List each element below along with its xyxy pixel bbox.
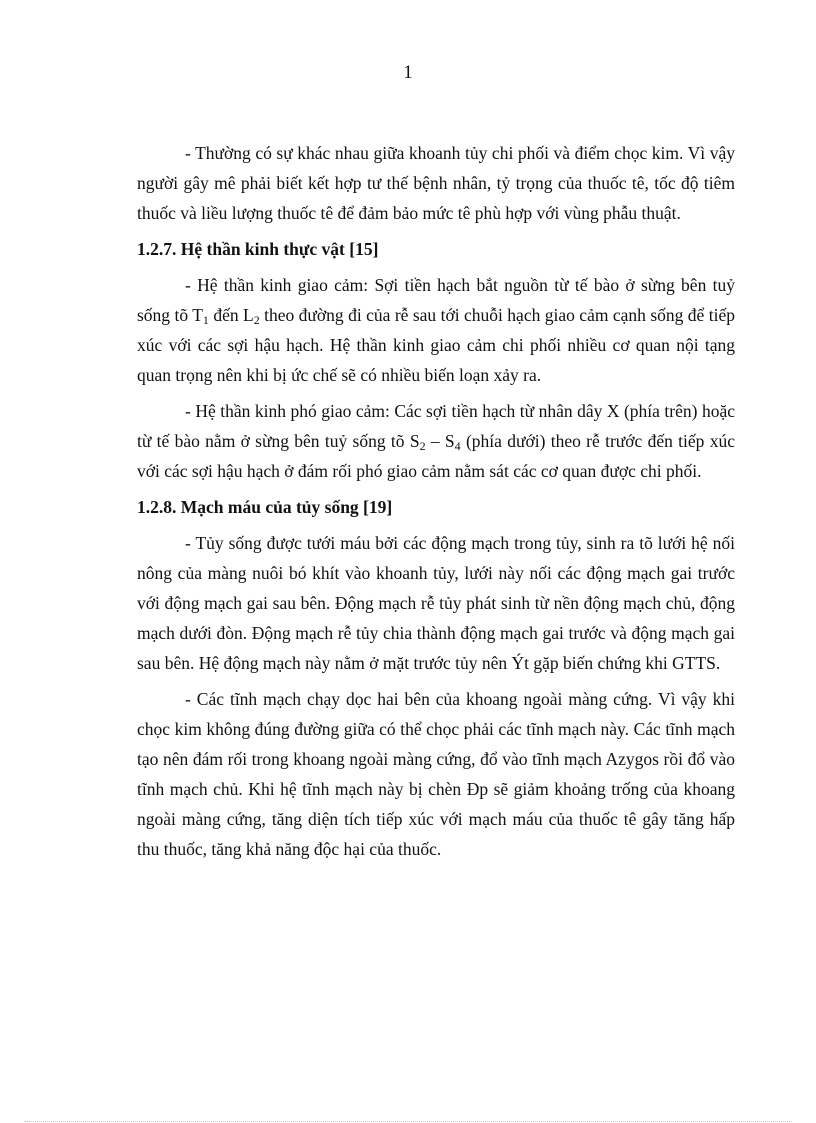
parasympathetic-text-c: (phía dưới) theo rễ trước đến tiếp xúc với các sợi hậu hạch ở đám rối phó giao cảm nằm sát các cơ quan được chi phối.: [137, 431, 735, 481]
sympathetic-text-a: - Hệ thần kinh giao cảm: Sợi tiền hạch bắt nguồn từ tế bào ở sừng bên tuỷ sống tõ T: [137, 275, 735, 325]
footer-divider: [24, 1121, 792, 1122]
paragraph-sympathetic-system: [137, 270, 735, 390]
section-heading-autonomic-nervous-system: 1.2.7. Hệ thần kinh thực vật [15]: [137, 239, 379, 259]
paragraph-spinal-segment-note: - Thường có sự khác nhau giữa khoanh tủy chi phối và điểm chọc kim. Vì vậy người gây mê phải biết kết hợp tư thế bệnh nhân, tỷ trọng của thuốc tê, tốc độ tiêm thuốc và liều lượng thuốc tê để đảm bảo mức tê phù hợp với vùng phẫu thuật.: [137, 143, 735, 223]
section-heading-spinal-blood-vessels: 1.2.8. Mạch máu của tủy sống [19]: [137, 497, 393, 517]
subscript-t1: 1: [202, 313, 209, 327]
subscript-s2: 2: [419, 439, 426, 453]
parasympathetic-text-b: – S: [425, 431, 455, 451]
subscript-s4: 4: [454, 439, 461, 453]
page-number: 1: [403, 62, 413, 83]
sympathetic-text-c: theo đường đi của rễ sau tới chuỗi hạch giao cảm cạnh sống để tiếp xúc với các sợi hậu hạch. Hệ thần kinh giao cảm chi phối nhiều cơ quan nội tạng quan trọng nên khi bị ức chế sẽ có nhiều biến loạn xảy ra.: [137, 305, 735, 385]
sympathetic-text-b: đến L: [208, 305, 254, 325]
paragraph-spinal-veins: - Các tĩnh mạch chạy dọc hai bên của khoang ngoài màng cứng. Vì vậy khi chọc kim không đúng đường giữa có thể chọc phải các tĩnh mạch này. Các tĩnh mạch tạo nên đám rối trong khoang ngoài màng cứng, đổ vào tĩnh mạch Azygos rồi đổ vào tĩnh mạch chủ. Khi hệ tĩnh mạch này bị chèn Ðp sẽ giảm khoảng trống của khoang ngoài màng cứng, tăng diện tích tiếp xúc với mạch máu của thuốc tê gây tăng hấp thu thuốc, tăng khả năng độc hại của thuốc.: [137, 689, 735, 859]
paragraph-spinal-arteries: - Tủy sống được tưới máu bởi các động mạch trong tủy, sinh ra tõ lưới hệ nối nông của màng nuôi bó khít vào khoanh tủy, lưới này nối các động mạch gai trước với động mạch gai sau bên. Động mạch rễ tủy phát sinh từ nền động mạch chủ, động mạch dưới đòn. Động mạch rễ tủy chia thành động mạch gai trước và động mạch gai sau bên. Hệ động mạch này nằm ở mặt trước tủy nên Ýt gặp biến chứng khi GTTS.: [137, 533, 735, 673]
parasympathetic-text-a: - Hệ thần kinh phó giao cảm: Các sợi tiền hạch từ nhân dây X (phía trên) hoặc từ tế bào nằm ở sừng bên tuỷ sống tõ S: [137, 401, 735, 451]
paragraph-parasympathetic-system: [137, 396, 735, 486]
subscript-l2: 2: [253, 313, 260, 327]
document-body: [137, 138, 735, 870]
